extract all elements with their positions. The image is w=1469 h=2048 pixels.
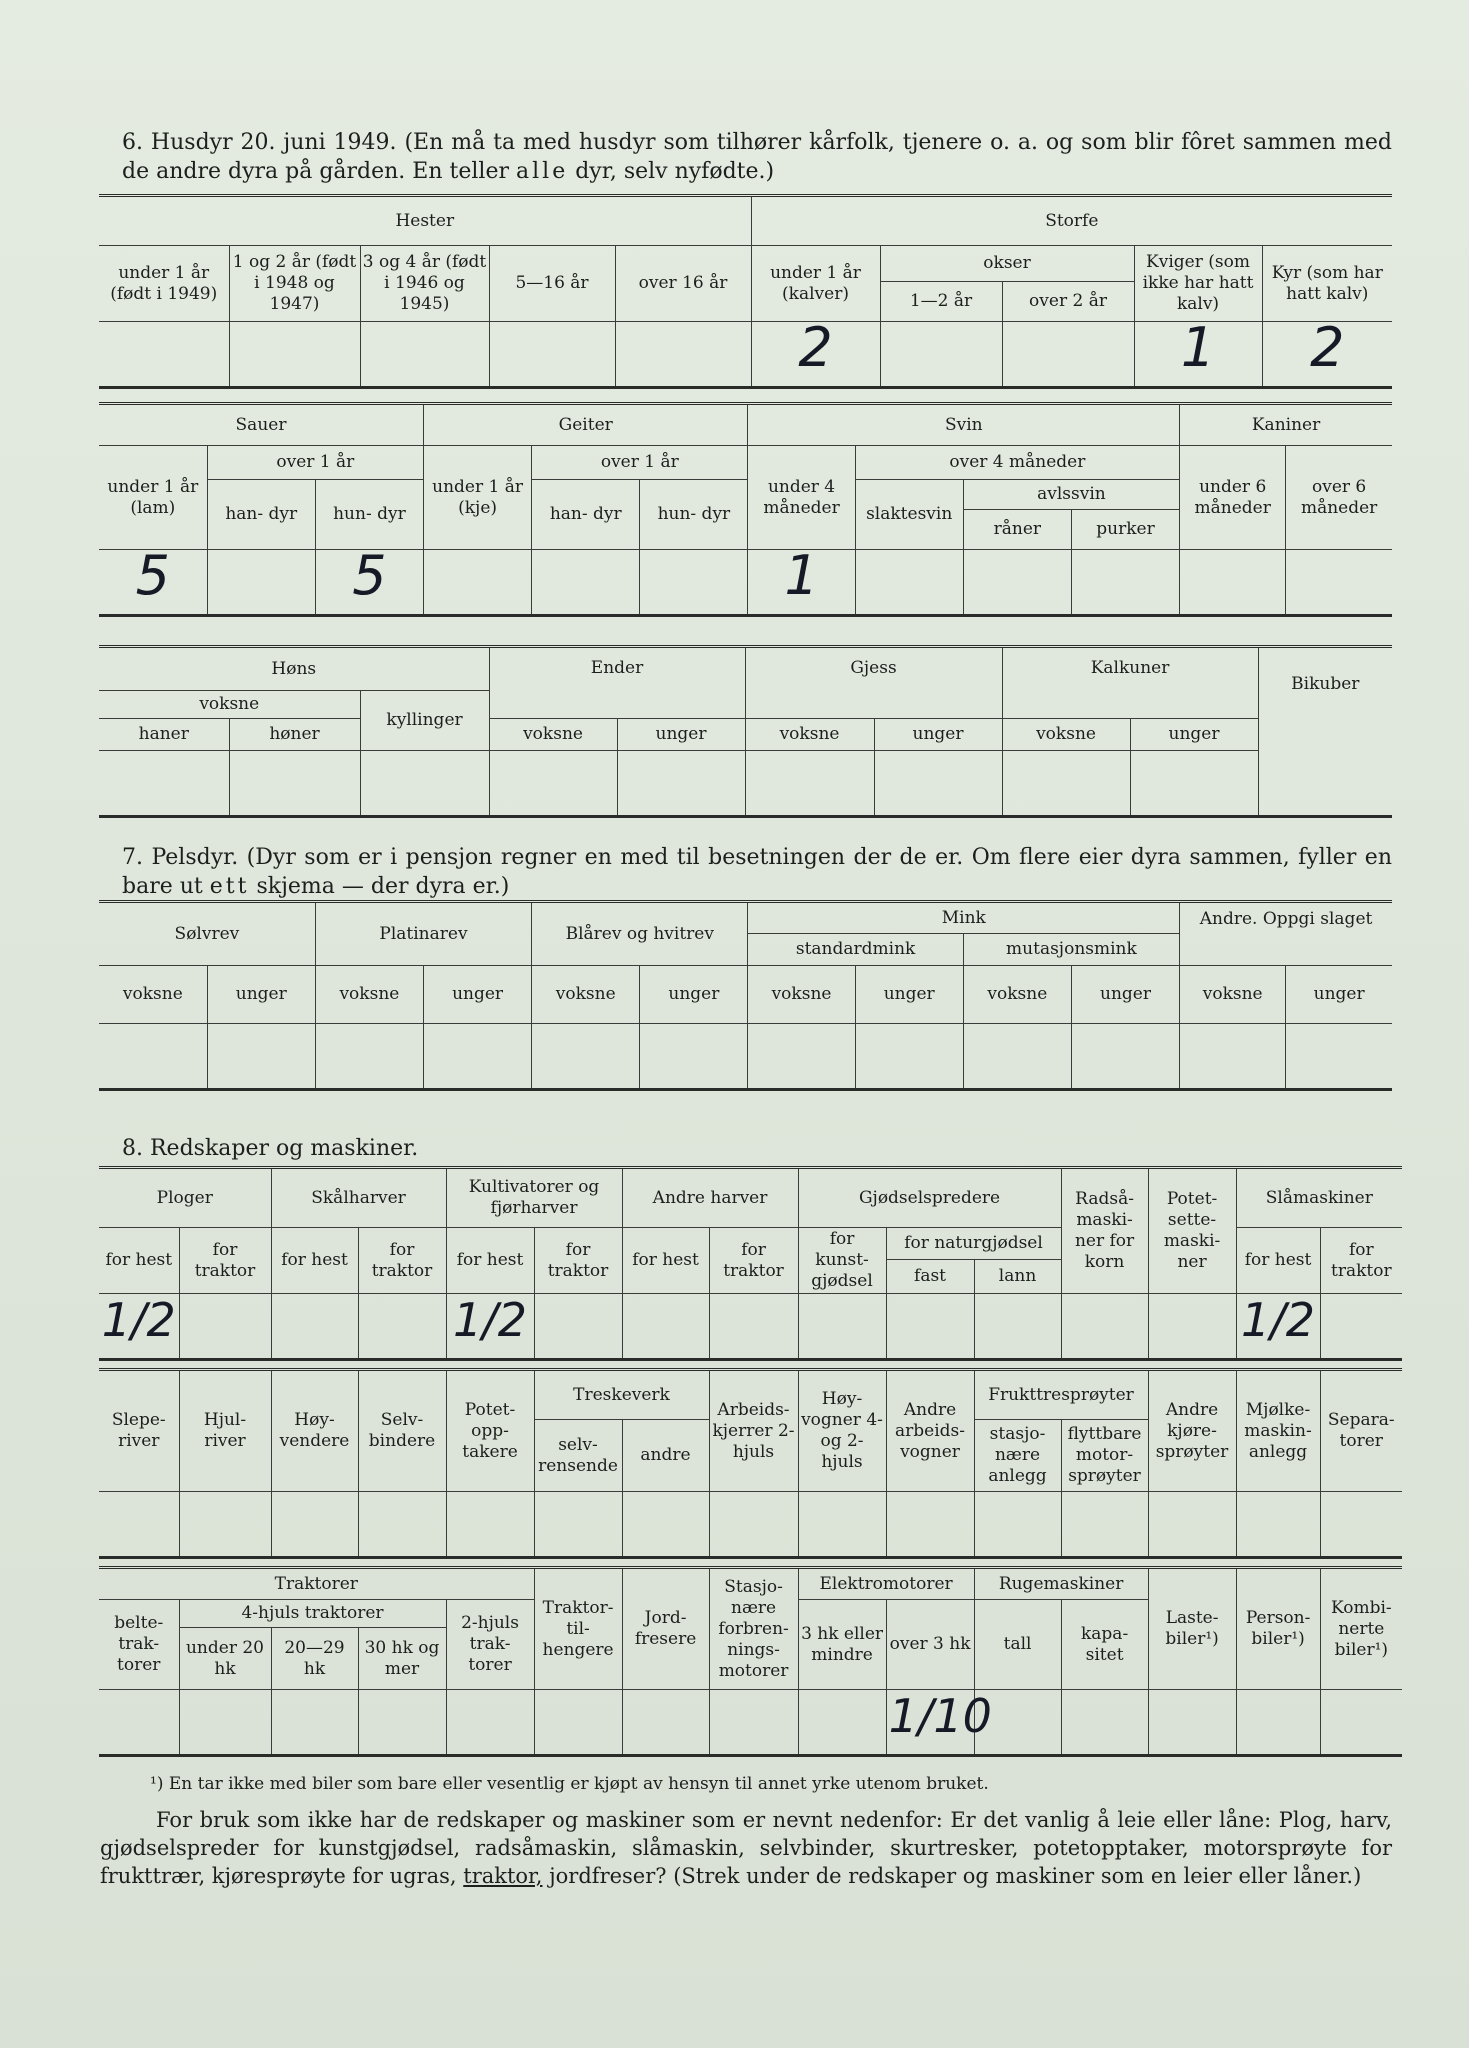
- col-hester-1-2: 1 og 2 år (født i 1948 og 1947): [229, 246, 360, 322]
- handwritten-kult-hest: 1/2: [452, 1293, 528, 1347]
- group-traktorer: Traktorer: [99, 1568, 534, 1600]
- col-raner: råner: [963, 510, 1071, 550]
- table-fjorfe: [99, 645, 1392, 818]
- cell-harv-traktor[interactable]: [709, 1294, 798, 1360]
- col-platina-voksne: voksne: [315, 966, 423, 1024]
- handwritten-sau-hundyr: 5: [352, 543, 387, 607]
- cell-solvrev-voksne[interactable]: [99, 1024, 207, 1090]
- rental-question-text: For bruk som ikke har de redskaper og maskiner som er nevnt nedenfor: Er det vanlig å leie eller låne: Plog, harv, gjødselspreder for kunstgjødsel, radsåmaskin, slåmaskin, selvbinder, skurtresker, potetopptaker, motorsprøyte for frukttrær, kjøresprøyte for ugras,: [100, 1808, 1392, 1888]
- section-8-text: 8. Redskaper og maskiner.: [122, 1136, 419, 1161]
- cell-20-29[interactable]: [271, 1690, 358, 1756]
- col-geit-handyr: han- dyr: [532, 480, 640, 550]
- col-skal-traktor: for traktor: [358, 1228, 446, 1294]
- cell-geit-hundyr[interactable]: [640, 550, 748, 616]
- cell-selvbindere[interactable]: [358, 1492, 446, 1558]
- cell-blarev-unger[interactable]: [640, 1024, 748, 1090]
- col-geit-hundyr: hun- dyr: [640, 480, 748, 550]
- col-gjodsel-natur: for naturgjødsel: [886, 1228, 1061, 1260]
- cell-kje[interactable]: [423, 550, 531, 616]
- cell-gjess-unger[interactable]: [874, 751, 1002, 817]
- col-hester-3-4: 3 og 4 år (født i 1946 og 1945): [360, 246, 489, 322]
- cell-lastebiler[interactable]: [1148, 1690, 1236, 1756]
- cell-blarev-voksne[interactable]: [532, 1024, 640, 1090]
- cell-radsa[interactable]: [1061, 1294, 1148, 1360]
- col-mjolkemaskin: Mjølke- maskin- anlegg: [1236, 1370, 1320, 1492]
- col-solvrev-unger: unger: [207, 966, 315, 1024]
- group-platinarev: Platinarev: [315, 902, 531, 966]
- cell-kjoresproyter[interactable]: [1148, 1492, 1236, 1558]
- col-separatorer: Separa- torer: [1320, 1370, 1402, 1492]
- cell-kalver[interactable]: [751, 315, 880, 388]
- cell-kan-under6[interactable]: [1180, 550, 1286, 616]
- table-pelsdyr: [99, 900, 1392, 1091]
- col-potetsettemaskiner: Potet- sette- maski- ner: [1148, 1168, 1236, 1294]
- col-sau-over1: over 1 år: [207, 446, 423, 480]
- cell-kan-over6[interactable]: [1286, 550, 1392, 616]
- col-selvbindere: Selv- bindere: [358, 1370, 446, 1492]
- col-2hjuls: 2-hjuls trak- torer: [446, 1600, 534, 1690]
- cell-gjess-voksne[interactable]: [745, 751, 874, 817]
- col-hester-over16: over 16 år: [615, 246, 751, 322]
- col-el-over3: over 3 hk: [886, 1600, 974, 1690]
- cell-hoyvendere[interactable]: [271, 1492, 358, 1558]
- col-sau-handyr: han- dyr: [207, 480, 315, 550]
- cell-solvrev-unger[interactable]: [207, 1024, 315, 1090]
- cell-haner[interactable]: [99, 751, 229, 817]
- cell-mjolke[interactable]: [1236, 1492, 1320, 1558]
- cell-arbeidskjerrer[interactable]: [709, 1492, 798, 1558]
- section-6-text-end: dyr, selv nyfødte.): [575, 159, 775, 184]
- cell-ender-voksne[interactable]: [489, 751, 617, 817]
- section-7-heading: [122, 843, 1392, 901]
- col-andre-voksne: voksne: [1180, 966, 1286, 1024]
- cell-andre-voksne[interactable]: [1180, 1024, 1286, 1090]
- col-okser: okser: [880, 246, 1134, 282]
- col-kyr: Kyr (som har hatt kalv): [1262, 246, 1392, 322]
- col-ender-voksne: voksne: [489, 719, 617, 751]
- cell-hester-1-2[interactable]: [229, 322, 360, 388]
- col-under20: under 20 hk: [179, 1628, 271, 1690]
- col-hjulriver: Hjul- river: [179, 1370, 271, 1492]
- col-svin-under4: under 4 måneder: [748, 446, 855, 550]
- group-elektromotorer: Elektromotorer: [798, 1568, 974, 1600]
- cell-selvrensende[interactable]: [534, 1492, 622, 1558]
- group-kaniner: Kaniner: [1180, 404, 1392, 446]
- col-purker: purker: [1071, 510, 1179, 550]
- col-gjodsel-kunst: for kunst- gjødsel: [798, 1228, 886, 1294]
- cell-sau-hundyr[interactable]: [315, 543, 423, 616]
- cell-tresk-andre[interactable]: [622, 1492, 709, 1558]
- col-platina-unger: unger: [423, 966, 531, 1024]
- cell-sau-handyr[interactable]: [207, 550, 315, 616]
- group-andre-harver: Andre harver: [622, 1168, 798, 1228]
- cell-purker[interactable]: [1071, 550, 1179, 616]
- col-standardmink: standardmink: [748, 934, 963, 966]
- table-sauer-geiter-svin: [99, 402, 1392, 617]
- group-gjess: Gjess: [745, 647, 1002, 719]
- group-geiter: Geiter: [423, 404, 747, 446]
- cell-sleperiver[interactable]: [99, 1492, 179, 1558]
- handwritten-kviger: 1: [1180, 315, 1216, 379]
- cell-skal-traktor[interactable]: [358, 1294, 446, 1360]
- group-svin: Svin: [748, 404, 1180, 446]
- group-hester: Hester: [99, 196, 751, 246]
- col-blarev-voksne: voksne: [532, 966, 640, 1024]
- cell-platina-voksne[interactable]: [315, 1024, 423, 1090]
- col-kyllinger: kyllinger: [360, 691, 489, 751]
- group-storfe: Storfe: [751, 196, 1392, 246]
- col-20-29: 20—29 hk: [271, 1628, 358, 1690]
- col-svin-over4: over 4 måneder: [855, 446, 1179, 480]
- col-flyttbare: flyttbare motor- sprøyter: [1061, 1420, 1148, 1492]
- cell-plog-traktor[interactable]: [179, 1294, 271, 1360]
- cell-mutmink-unger[interactable]: [1071, 1024, 1179, 1090]
- col-kombinerte-biler: Kombi- nerte biler¹): [1320, 1568, 1402, 1690]
- col-slaktesvin: slaktesvin: [855, 480, 963, 550]
- handwritten-kalver: 2: [798, 315, 833, 379]
- cell-kult-traktor[interactable]: [534, 1294, 622, 1360]
- col-beltetraktorer: belte- trak- torer: [99, 1600, 179, 1690]
- group-solvrev: Sølvrev: [99, 902, 315, 966]
- cell-jordfresere[interactable]: [622, 1690, 709, 1756]
- col-blarev-unger: unger: [640, 966, 748, 1024]
- col-kje: under 1 år (kje): [423, 446, 531, 550]
- col-kjoresproyter: Andre kjøre- sprøyter: [1148, 1370, 1236, 1492]
- cell-sla-hest[interactable]: [1236, 1294, 1320, 1360]
- col-ender-unger: unger: [617, 719, 745, 751]
- cell-plog-hest[interactable]: [99, 1294, 179, 1360]
- cell-kyr[interactable]: [1262, 315, 1392, 388]
- handwritten-el-over3: 1/10: [888, 1689, 992, 1743]
- col-jordfresere: Jord- fresere: [622, 1568, 709, 1690]
- col-solvrev-voksne: voksne: [99, 966, 207, 1024]
- col-harv-traktor: for traktor: [709, 1228, 798, 1294]
- cell-harv-hest[interactable]: [622, 1294, 709, 1360]
- col-potetopptakere: Potet- opp- takere: [446, 1370, 534, 1492]
- cell-okser-1-2[interactable]: [880, 322, 1002, 388]
- cell-hester-3-4[interactable]: [360, 322, 489, 388]
- col-hester-under1: under 1 år (født i 1949): [99, 246, 229, 322]
- cell-beltetraktorer[interactable]: [99, 1690, 179, 1756]
- group-ploger: Ploger: [99, 1168, 271, 1228]
- col-harv-hest: for hest: [622, 1228, 709, 1294]
- group-4hjuls: 4-hjuls traktorer: [179, 1600, 446, 1628]
- col-gjodsel-fast: fast: [886, 1259, 974, 1293]
- col-okser-1-2: 1—2 år: [880, 282, 1002, 322]
- group-ender: Ender: [489, 647, 745, 719]
- col-geit-over1: over 1 år: [532, 446, 748, 480]
- col-gjess-voksne: voksne: [745, 719, 874, 751]
- col-radsamaskiner: Radså- maski- ner for korn: [1061, 1168, 1148, 1294]
- col-haner: haner: [99, 719, 229, 751]
- rental-question: [100, 1806, 1392, 1890]
- cell-gjodsel-fast[interactable]: [886, 1294, 974, 1360]
- group-treskeverk: Treskeverk: [534, 1370, 709, 1420]
- col-personbiler: Person- biler¹): [1236, 1568, 1320, 1690]
- col-kult-hest: for hest: [446, 1228, 534, 1294]
- cell-hester-over16[interactable]: [615, 322, 751, 388]
- col-stasjonaere-anlegg: stasjo- nære anlegg: [974, 1420, 1061, 1492]
- col-ruge-tall: tall: [974, 1600, 1061, 1690]
- cell-kalkun-unger[interactable]: [1130, 751, 1258, 817]
- cell-stasjonaere-motorer[interactable]: [709, 1690, 798, 1756]
- col-lastebiler: Laste- biler¹): [1148, 1568, 1236, 1690]
- cell-kyllinger[interactable]: [360, 751, 489, 817]
- cell-kombinerte[interactable]: [1320, 1690, 1402, 1756]
- cell-svin-under4[interactable]: [748, 543, 855, 616]
- cell-el-3hk[interactable]: [798, 1690, 886, 1756]
- cell-kalkun-voksne[interactable]: [1002, 751, 1130, 817]
- col-kult-traktor: for traktor: [534, 1228, 622, 1294]
- col-ruge-kapasitet: kapa- sitet: [1061, 1600, 1148, 1690]
- cell-gjodsel-kunst[interactable]: [798, 1294, 886, 1360]
- col-gjodsel-lann: lann: [974, 1259, 1061, 1293]
- cell-lam[interactable]: [99, 543, 207, 616]
- cell-stasjonaere[interactable]: [974, 1492, 1061, 1558]
- section-6-text: 6. Husdyr 20. juni 1949. (En må ta med husdyr som tilhører kårfolk, tjenere o. a. og som blir fôret sammen med de andre dyra på gården. En teller: [122, 130, 1392, 184]
- group-blarev: Blårev og hvitrev: [532, 902, 748, 966]
- col-bikuber: Bikuber: [1258, 647, 1392, 817]
- cell-ender-unger[interactable]: [617, 751, 745, 817]
- cell-separatorer[interactable]: [1320, 1492, 1402, 1558]
- col-hoyvogner: Høy- vogner 4- og 2- hjuls: [798, 1370, 886, 1492]
- cell-andre-vogner[interactable]: [886, 1492, 974, 1558]
- col-30hk: 30 hk og mer: [358, 1628, 446, 1690]
- cell-30hk[interactable]: [358, 1690, 446, 1756]
- group-sauer: Sauer: [99, 404, 423, 446]
- col-mutmink-unger: unger: [1071, 966, 1179, 1024]
- cell-stdmink-voksne[interactable]: [748, 1024, 855, 1090]
- cell-tilhengere[interactable]: [534, 1690, 622, 1756]
- col-hester-5-16: 5—16 år: [489, 246, 615, 322]
- group-frukttresproyter: Frukttresprøyter: [974, 1370, 1148, 1420]
- cell-gjodsel-lann[interactable]: [974, 1294, 1061, 1360]
- section-8-heading: [122, 1134, 1392, 1163]
- col-honer: høner: [229, 719, 360, 751]
- col-andre-unger: unger: [1286, 966, 1392, 1024]
- col-el-3hk: 3 hk eller mindre: [798, 1600, 886, 1690]
- cell-hester-under1[interactable]: [99, 322, 229, 388]
- cell-flyttbare[interactable]: [1061, 1492, 1148, 1558]
- col-skal-hest: for hest: [271, 1228, 358, 1294]
- col-lam: under 1 år (lam): [99, 446, 207, 550]
- handwritten-kyr: 2: [1310, 315, 1345, 379]
- cell-potetsette[interactable]: [1148, 1294, 1236, 1360]
- col-stdmink-voksne: voksne: [748, 966, 855, 1024]
- cell-hjulriver[interactable]: [179, 1492, 271, 1558]
- cell-potetopptakere[interactable]: [446, 1492, 534, 1558]
- table-redskaper: [99, 1166, 1402, 1361]
- col-kan-over6: over 6 måneder: [1286, 446, 1392, 550]
- col-okser-over2: over 2 år: [1002, 282, 1134, 322]
- col-gjess-unger: unger: [874, 719, 1002, 751]
- cell-skal-hest[interactable]: [271, 1294, 358, 1360]
- cell-el-over3[interactable]: [886, 1689, 992, 1756]
- group-rugemaskiner: Rugemaskiner: [974, 1568, 1148, 1600]
- section-7-text-end: skjema — der dyra er.): [256, 874, 510, 899]
- handwritten-lam: 5: [135, 543, 170, 607]
- section-6-emphasis: alle: [516, 159, 569, 184]
- footnote: ¹) En tar ikke med biler som bare eller vesentlig er kjøpt av hensyn til annet yrke utenom bruket.: [150, 1774, 989, 1794]
- cell-platina-unger[interactable]: [423, 1024, 531, 1090]
- col-avlssvin: avlssvin: [963, 480, 1179, 510]
- group-mink: Mink: [748, 902, 1180, 934]
- col-selvrensende: selv- rensende: [534, 1420, 622, 1492]
- cell-2hjuls[interactable]: [446, 1690, 534, 1756]
- handwritten-plog-hest: 1/2: [101, 1293, 176, 1347]
- underlined-traktor: traktor,: [463, 1864, 543, 1888]
- col-stdmink-unger: unger: [855, 966, 963, 1024]
- col-kalkun-voksne: voksne: [1002, 719, 1130, 751]
- section-7-text: 7. Pelsdyr. (Dyr som er i pensjon regner en med til besetningen der de er. Om flere eier dyra sammen, fyller en bare ut: [122, 845, 1392, 899]
- group-skalharver: Skålharver: [271, 1168, 446, 1228]
- section-7-emphasis: ett: [209, 874, 250, 899]
- col-arbeidskjerrer: Arbeids- kjerrer 2-hjuls: [709, 1370, 798, 1492]
- cell-kult-hest[interactable]: [446, 1294, 534, 1360]
- col-plog-hest: for hest: [99, 1228, 179, 1294]
- col-kviger: Kviger (som ikke har hatt kalv): [1134, 246, 1262, 322]
- col-sla-hest: for hest: [1236, 1228, 1320, 1294]
- cell-stdmink-unger[interactable]: [855, 1024, 963, 1090]
- cell-kviger[interactable]: [1134, 315, 1262, 388]
- cell-sla-traktor[interactable]: [1320, 1294, 1402, 1360]
- col-tresk-andre: andre: [622, 1420, 709, 1492]
- cell-honer[interactable]: [229, 751, 360, 817]
- cell-hester-5-16[interactable]: [489, 322, 615, 388]
- group-hons: Høns: [99, 647, 489, 691]
- cell-hoyvogner[interactable]: [798, 1492, 886, 1558]
- group-gjodselspredere: Gjødselspredere: [798, 1168, 1061, 1228]
- col-hons-voksne: voksne: [99, 691, 360, 719]
- col-hoyvendere: Høy- vendere: [271, 1370, 358, 1492]
- table-traktorer: [99, 1566, 1402, 1757]
- col-traktortilhengere: Traktor- til- hengere: [534, 1568, 622, 1690]
- handwritten-sla-hest: 1/2: [1241, 1293, 1316, 1347]
- cell-ruge-kapasitet[interactable]: [1061, 1690, 1148, 1756]
- group-kultivatorer: Kultivatorer og fjørharver: [446, 1168, 622, 1228]
- cell-raner[interactable]: [963, 550, 1071, 616]
- group-andre-pelsdyr: Andre. Oppgi slaget: [1180, 902, 1392, 966]
- col-sla-traktor: for traktor: [1320, 1228, 1402, 1294]
- group-kalkuner: Kalkuner: [1002, 647, 1258, 719]
- col-plog-traktor: for traktor: [179, 1228, 271, 1294]
- cell-slaktesvin[interactable]: [855, 550, 963, 616]
- rental-question-end: jordfreser? (Strek under de redskaper og maskiner som en leier eller låner.): [549, 1864, 1362, 1888]
- col-kalkun-unger: unger: [1130, 719, 1258, 751]
- section-6-heading: [122, 128, 1392, 186]
- group-slamaskiner: Slåmaskiner: [1236, 1168, 1402, 1228]
- cell-under20[interactable]: [179, 1690, 271, 1756]
- col-sau-hundyr: hun- dyr: [315, 480, 423, 550]
- col-kan-under6: under 6 måneder: [1180, 446, 1286, 550]
- cell-mutmink-voksne[interactable]: [963, 1024, 1071, 1090]
- cell-geit-handyr[interactable]: [532, 550, 640, 616]
- col-stasjonaere-motorer: Stasjo- nære forbren- nings- motorer: [709, 1568, 798, 1690]
- handwritten-svin-under4: 1: [784, 543, 819, 607]
- table-maskiner: [99, 1368, 1402, 1559]
- cell-personbiler[interactable]: [1236, 1690, 1320, 1756]
- col-mutasjonsmink: mutasjonsmink: [963, 934, 1179, 966]
- col-sleperiver: Slepe- river: [99, 1370, 179, 1492]
- col-mutmink-voksne: voksne: [963, 966, 1071, 1024]
- col-storfe-kalver: under 1 år (kalver): [751, 246, 880, 322]
- table-hester-storfe: [99, 194, 1392, 389]
- col-andre-vogner: Andre arbeids- vogner: [886, 1370, 974, 1492]
- cell-andre-unger[interactable]: [1286, 1024, 1392, 1090]
- cell-okser-over2[interactable]: [1002, 322, 1134, 388]
